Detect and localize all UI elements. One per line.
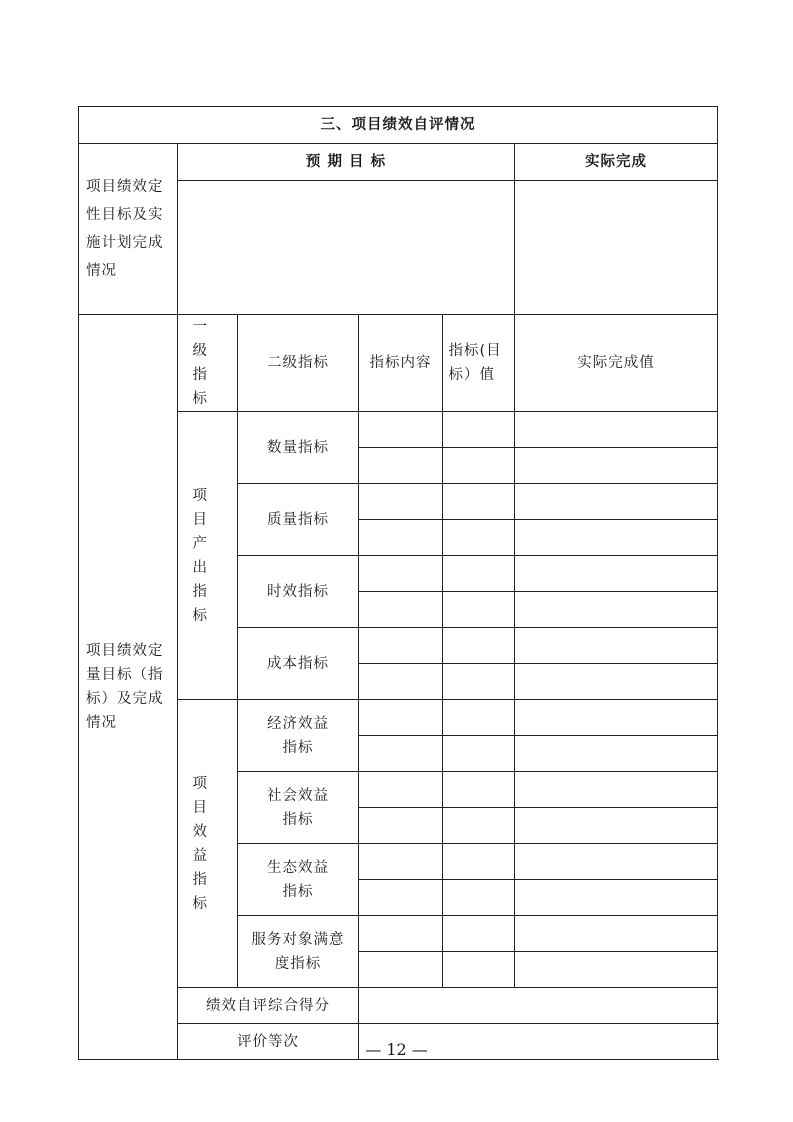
target-cell[interactable]: [443, 916, 515, 952]
expected-goal-header: 预 期 目 标: [178, 144, 515, 181]
content-cell[interactable]: [359, 772, 443, 808]
group-benefit-label: 项目效益指标: [178, 700, 238, 988]
actual-cell[interactable]: [515, 880, 718, 916]
target-header: 指标(目标）值: [443, 315, 515, 412]
score-value[interactable]: [359, 988, 718, 1024]
target-cell[interactable]: [443, 484, 515, 520]
content-cell[interactable]: [359, 844, 443, 880]
actual-cell[interactable]: [515, 700, 718, 736]
content-header: 指标内容: [359, 315, 443, 412]
target-cell[interactable]: [443, 520, 515, 556]
content-cell[interactable]: [359, 880, 443, 916]
target-cell[interactable]: [443, 412, 515, 448]
expected-goal-value[interactable]: [178, 181, 515, 315]
qualitative-label-cell: [79, 144, 178, 315]
actual-cell[interactable]: [515, 448, 718, 484]
indicator-label: 经济效益指标: [238, 700, 359, 772]
target-cell[interactable]: [443, 628, 515, 664]
actual-cell[interactable]: [515, 520, 718, 556]
actual-cell[interactable]: [515, 736, 718, 772]
group-output-label: 项目产出指标: [178, 412, 238, 700]
actual-cell[interactable]: [515, 412, 718, 448]
level2-header: 二级指标: [238, 315, 359, 412]
actual-cell[interactable]: [515, 628, 718, 664]
indicator-label: 成本指标: [238, 628, 359, 700]
level1-header: 一级指标: [178, 315, 238, 412]
content-cell[interactable]: [359, 700, 443, 736]
indicator-label: 服务对象满意度指标: [238, 916, 359, 988]
target-cell[interactable]: [443, 556, 515, 592]
target-cell[interactable]: [443, 448, 515, 484]
actual-cell[interactable]: [515, 844, 718, 880]
section-title: 三、项目绩效自评情况: [79, 107, 718, 144]
target-cell[interactable]: [443, 664, 515, 700]
content-cell[interactable]: [359, 556, 443, 592]
content-cell[interactable]: [359, 520, 443, 556]
target-cell[interactable]: [443, 952, 515, 988]
actual-completion-header: 实际完成: [515, 144, 718, 181]
actual-cell[interactable]: [515, 952, 718, 988]
content-cell[interactable]: [359, 736, 443, 772]
indicator-label: 时效指标: [238, 556, 359, 628]
target-cell[interactable]: [443, 844, 515, 880]
target-cell[interactable]: [443, 592, 515, 628]
qualitative-label: 项目绩效定性目标及实施计划完成情况: [86, 179, 164, 279]
content-cell[interactable]: [359, 916, 443, 952]
target-cell[interactable]: [443, 736, 515, 772]
actual-cell[interactable]: [515, 808, 718, 844]
content-cell[interactable]: [359, 412, 443, 448]
indicator-label: 生态效益指标: [238, 844, 359, 916]
self-evaluation-table: [78, 106, 718, 1060]
target-cell[interactable]: [443, 700, 515, 736]
actual-cell[interactable]: [515, 484, 718, 520]
indicator-label: 数量指标: [238, 412, 359, 484]
content-cell[interactable]: [359, 952, 443, 988]
actual-cell[interactable]: [515, 664, 718, 700]
content-cell[interactable]: [359, 664, 443, 700]
actual-cell[interactable]: [515, 556, 718, 592]
content-cell[interactable]: [359, 448, 443, 484]
actual-value-header: 实际完成值: [515, 315, 718, 412]
content-cell[interactable]: [359, 808, 443, 844]
grade-label: 评价等次: [178, 1024, 359, 1060]
page-number: — 12 —: [365, 1040, 428, 1059]
quantitative-label: 项目绩效定量目标（指标）及完成情况: [86, 643, 164, 731]
actual-completion-value[interactable]: [515, 181, 718, 315]
content-cell[interactable]: [359, 592, 443, 628]
content-cell[interactable]: [359, 484, 443, 520]
target-cell[interactable]: [443, 808, 515, 844]
actual-cell[interactable]: [515, 916, 718, 952]
target-cell[interactable]: [443, 772, 515, 808]
indicator-label: 质量指标: [238, 484, 359, 556]
actual-cell[interactable]: [515, 592, 718, 628]
target-cell[interactable]: [443, 880, 515, 916]
actual-cell[interactable]: [515, 772, 718, 808]
indicator-label: 社会效益指标: [238, 772, 359, 844]
quantitative-label-cell: [79, 315, 178, 1060]
content-cell[interactable]: [359, 628, 443, 664]
score-label: 绩效自评综合得分: [178, 988, 359, 1024]
